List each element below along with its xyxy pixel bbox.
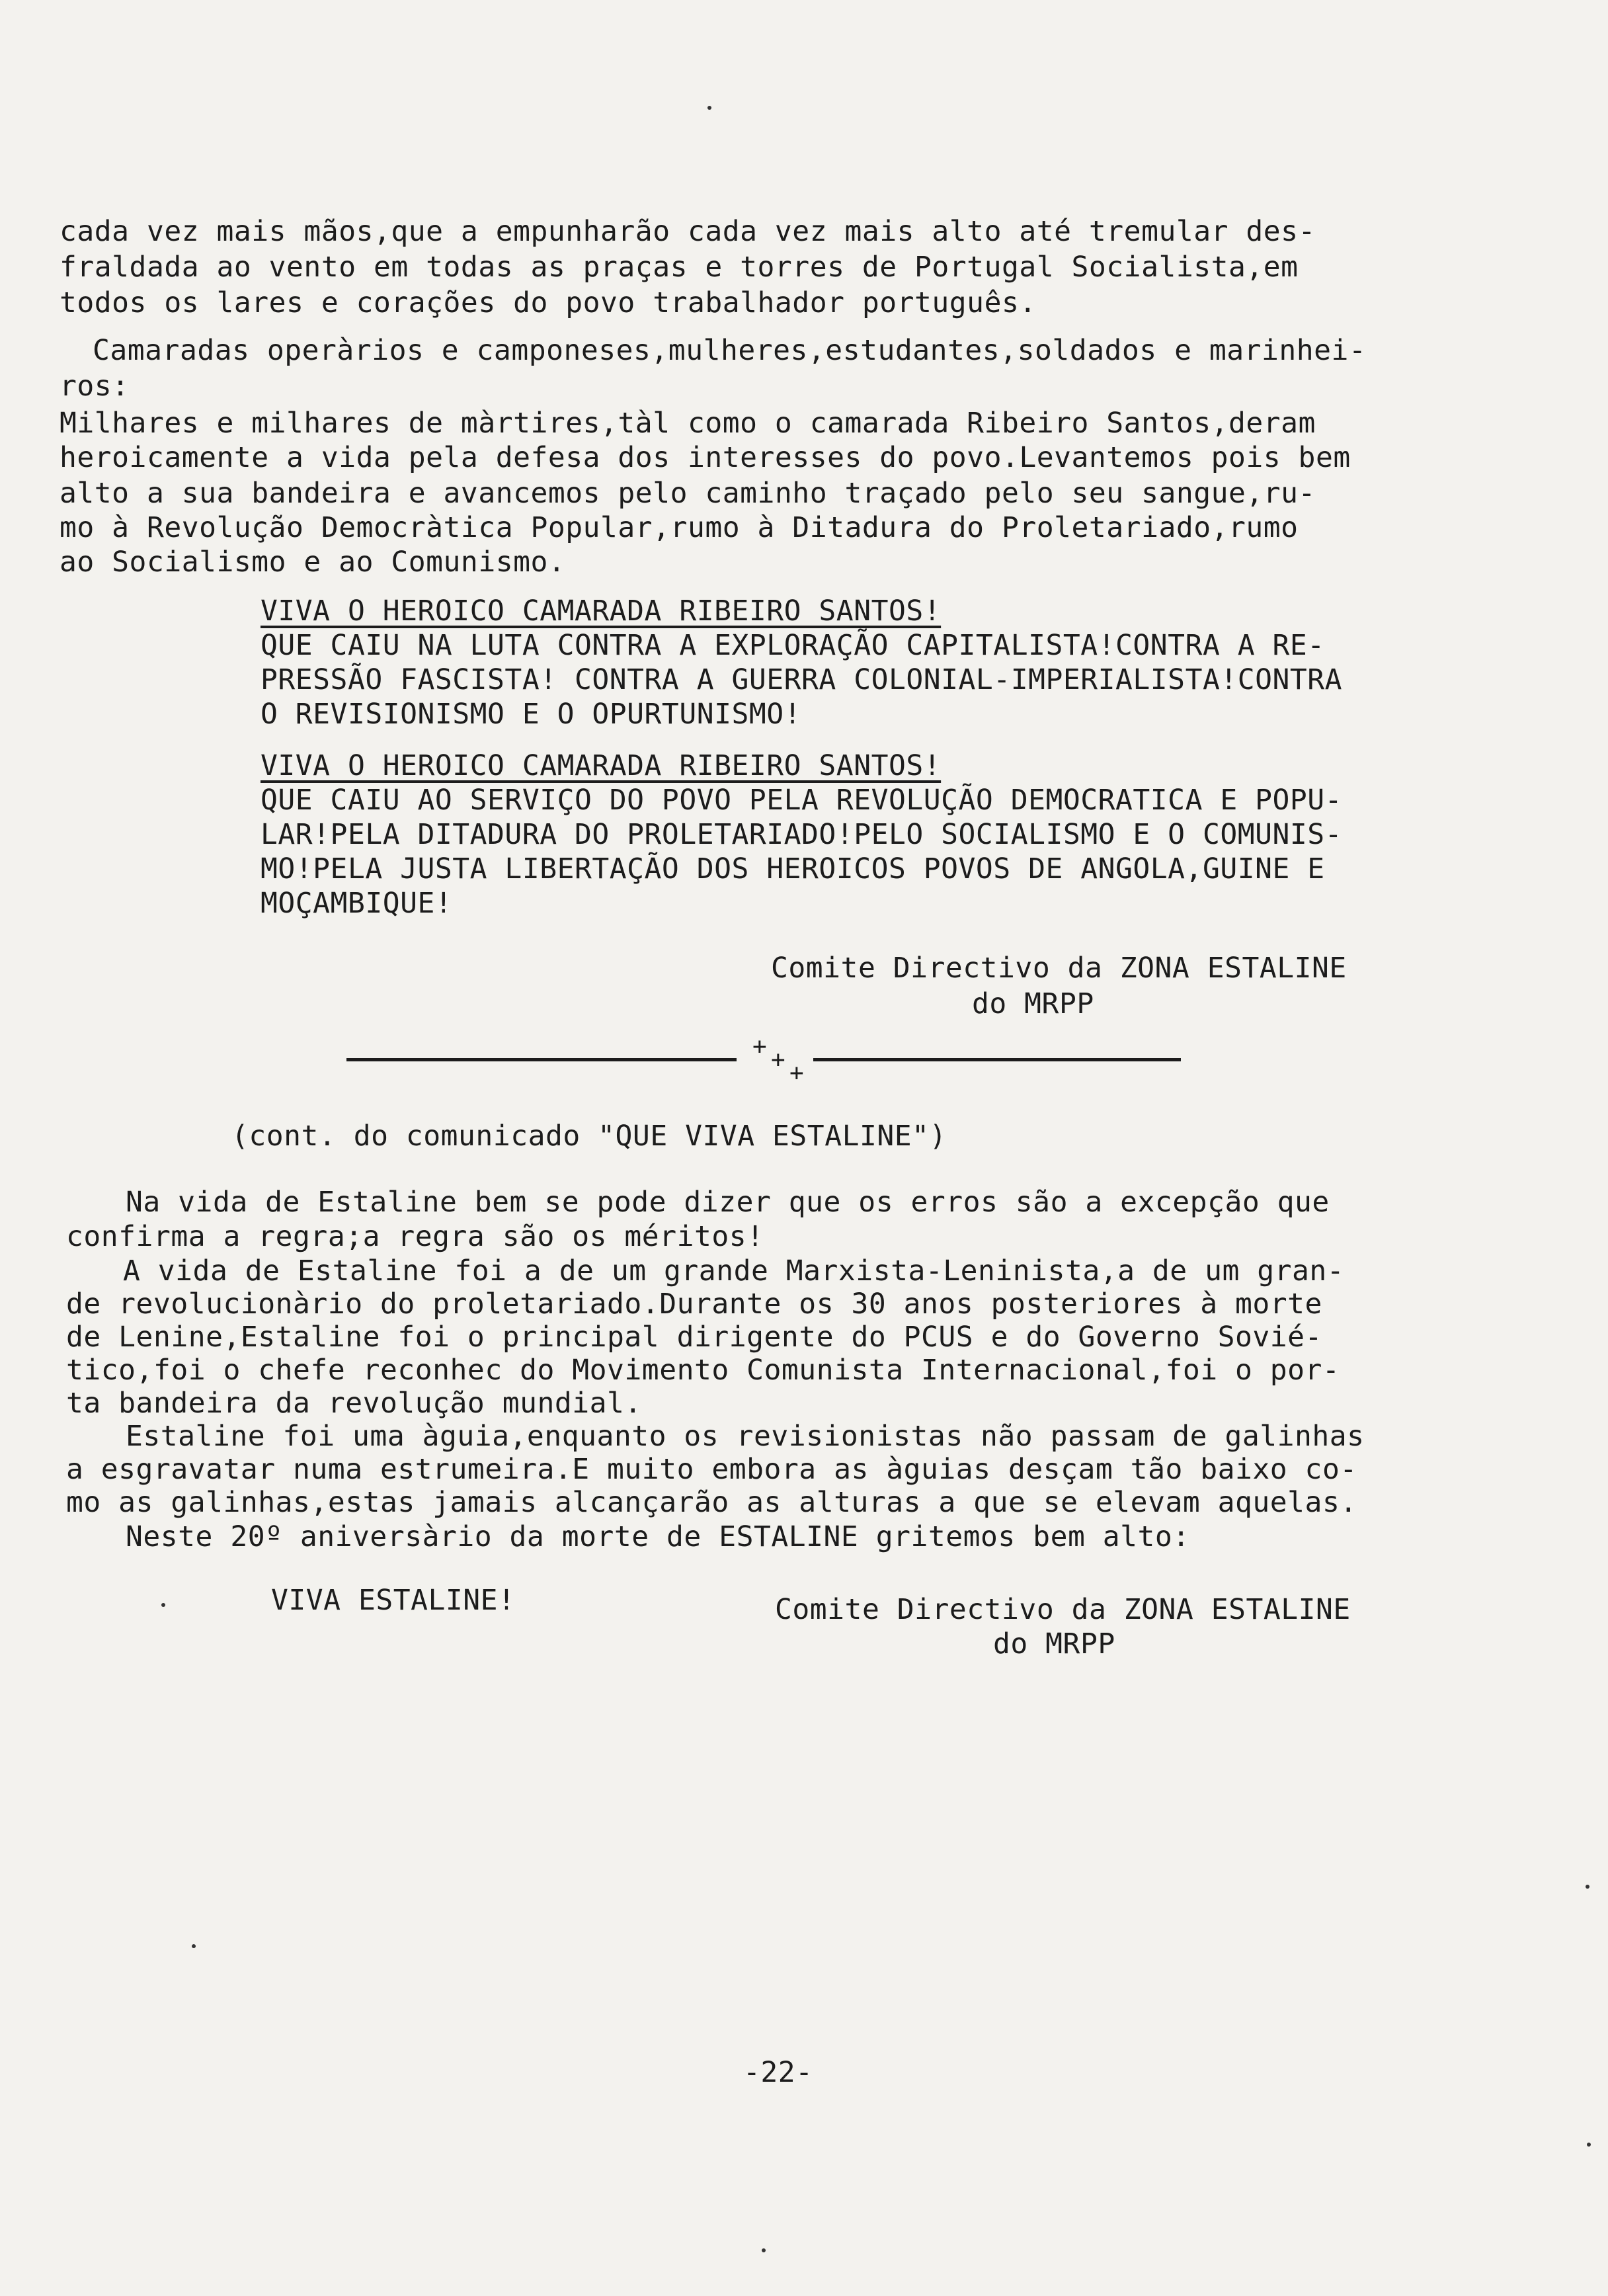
- separator-rule-right: [813, 1058, 1181, 1061]
- text-line: ros:: [60, 370, 130, 403]
- slogan-heading: VIVA O HEROICO CAMARADA RIBEIRO SANTOS!: [261, 749, 942, 782]
- signature-line: do MRPP: [972, 987, 1094, 1020]
- text-line: ta bandeira da revolução mundial.: [66, 1387, 642, 1420]
- slogan-heading: VIVA O HEROICO CAMARADA RIBEIRO SANTOS!: [261, 594, 942, 628]
- scan-speck: [762, 2248, 766, 2252]
- slogan-line: O REVISIONISMO E O OPURTUNISMO!: [261, 698, 802, 731]
- text-line: Milhares e milhares de màrtires,tàl como o camarada Ribeiro Santos,deram: [60, 407, 1316, 440]
- slogan-line: QUE CAIU NA LUTA CONTRA A EXPLORAÇÃO CAPITALISTA!CONTRA A RE-: [261, 629, 1325, 662]
- slogan-line: QUE CAIU AO SERVIÇO DO POVO PELA REVOLUÇÃO DEMOCRATICA E POPU-: [261, 784, 1343, 817]
- separator-plus: +: [752, 1033, 767, 1060]
- text-line: confirma a regra;a regra são os méritos!: [66, 1220, 764, 1253]
- text-line: Estaline foi uma àguia,enquanto os revisionistas não passam de galinhas: [126, 1420, 1365, 1453]
- signature-line: do MRPP: [993, 1627, 1115, 1660]
- text-line: A vida de Estaline foi a de um grande Marxista-Leninista,a de um gran-: [123, 1254, 1345, 1288]
- separator-plus: +: [789, 1059, 804, 1086]
- signature-line: Comite Directivo da ZONA ESTALINE: [775, 1593, 1351, 1626]
- text-line: mo as galinhas,estas jamais alcançarão as alturas a que se elevam aquelas.: [66, 1486, 1357, 1519]
- scan-speck: [707, 106, 711, 110]
- scan-speck: [192, 1944, 196, 1948]
- slogan-line: MO!PELA JUSTA LIBERTAÇÃO DOS HEROICOS POVOS DE ANGOLA,GUINE E: [261, 852, 1325, 885]
- text-line: a esgravatar numa estrumeira.E muito embora as àguias desçam tão baixo co-: [66, 1453, 1357, 1486]
- text-line: todos os lares e corações do povo trabalhador português.: [60, 286, 1037, 319]
- text-line: Neste 20º aniversàrio da morte de ESTALINE gritemos bem alto:: [126, 1520, 1190, 1553]
- slogan-line: PRESSÃO FASCISTA! CONTRA A GUERRA COLONIAL-IMPERIALISTA!CONTRA: [261, 663, 1343, 696]
- scan-speck: [1586, 1885, 1589, 1889]
- scan-speck: [161, 1603, 165, 1607]
- text-line: tico,foi o chefe reconhec do Movimento Comunista Internacional,foi o por-: [66, 1354, 1340, 1387]
- separator-rule-left: [346, 1058, 737, 1061]
- page-number: -22-: [743, 2056, 813, 2089]
- text-line: Camaradas operàrios e camponeses,mulheres,estudantes,soldados e marinhei-: [93, 334, 1367, 367]
- text-line: fraldada ao vento em todas as praças e torres de Portugal Socialista,em: [60, 251, 1299, 284]
- text-line: alto a sua bandeira e avancemos pelo caminho traçado pelo seu sangue,ru-: [60, 477, 1316, 510]
- signature-line: Comite Directivo da ZONA ESTALINE: [771, 952, 1347, 985]
- text-line: cada vez mais mãos,que a empunharão cada vez mais alto até tremular des-: [60, 215, 1316, 248]
- text-line: Na vida de Estaline bem se pode dizer que os erros são a excepção que: [126, 1186, 1330, 1219]
- scan-speck: [1587, 2143, 1591, 2147]
- text-line: ao Socialismo e ao Comunismo.: [60, 546, 566, 579]
- closing-slogan: VIVA ESTALINE!: [271, 1584, 516, 1617]
- text-line: heroicamente a vida pela defesa dos interesses do povo.Levantemos pois bem: [60, 441, 1351, 474]
- text-line: de Lenine,Estaline foi o principal dirigente do PCUS e do Governo Sovié-: [66, 1321, 1322, 1354]
- slogan-line: MOÇAMBIQUE!: [261, 887, 453, 920]
- text-line: de revolucionàrio do proletariado.Durante os 30 anos posteriores à morte: [66, 1288, 1322, 1321]
- text-line: mo à Revolução Democràtica Popular,rumo à Ditadura do Proletariado,rumo: [60, 511, 1299, 544]
- slogan-line: LAR!PELA DITADURA DO PROLETARIADO!PELO SOCIALISMO E O COMUNIS-: [261, 818, 1343, 851]
- separator-plus: +: [771, 1046, 785, 1073]
- continuation-heading: (cont. do comunicado "QUE VIVA ESTALINE"): [231, 1120, 947, 1153]
